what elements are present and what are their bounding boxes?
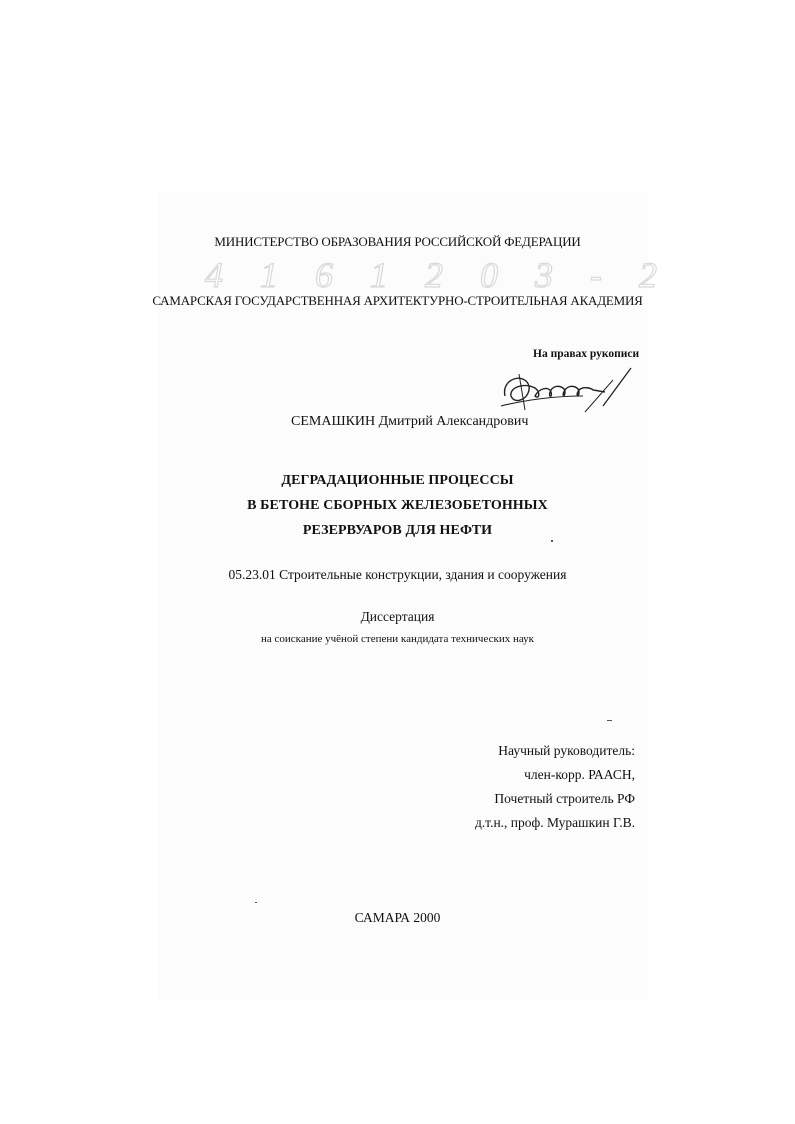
scan-speck xyxy=(255,902,257,903)
scan-speck xyxy=(607,720,612,721)
dissertation-title-line: РЕЗЕРВУАРОВ ДЛЯ НЕФТИ xyxy=(302,523,493,538)
author-signature xyxy=(495,366,635,418)
supervisor-line: член-корр. РААСН, xyxy=(524,767,635,782)
dissertation-title-line: ДЕГРАДАЦИОННЫЕ ПРОЦЕССЫ xyxy=(281,473,514,488)
author-name: СЕМАШКИН Дмитрий Александрович xyxy=(291,414,529,429)
svg-text:4 1 6 1 2 0 3 - 2: 4 1 6 1 2 0 3 - 2 xyxy=(205,255,671,295)
supervisor-line: Научный руководитель: xyxy=(498,743,635,758)
scan-speck xyxy=(551,540,553,542)
document-type: Диссертация xyxy=(360,609,435,624)
city-year: САМАРА 2000 xyxy=(354,910,441,925)
library-stamp xyxy=(205,255,671,297)
degree-statement: на соискание учёной степени кандидата технических наук xyxy=(260,633,535,645)
rights-note: На правах рукописи xyxy=(533,348,640,360)
dissertation-title-line: В БЕТОНЕ СБОРНЫХ ЖЕЛЕЗОБЕТОННЫХ xyxy=(247,498,548,513)
ministry-name: МИНИСТЕРСТВО ОБРАЗОВАНИЯ РОССИЙСКОЙ ФЕДЕРАЦИИ xyxy=(214,234,581,249)
supervisor-line: д.т.н., проф. Мурашкин Г.В. xyxy=(474,815,635,830)
title-page xyxy=(158,192,648,1000)
specialty-code: 05.23.01 Строительные конструкции, здания и сооружения xyxy=(228,567,567,582)
academy-name: САМАРСКАЯ ГОСУДАРСТВЕННАЯ АРХИТЕКТУРНО-СТРОИТЕЛЬНАЯ АКАДЕМИЯ xyxy=(152,293,643,308)
supervisor-line: Почетный строитель РФ xyxy=(494,791,635,806)
